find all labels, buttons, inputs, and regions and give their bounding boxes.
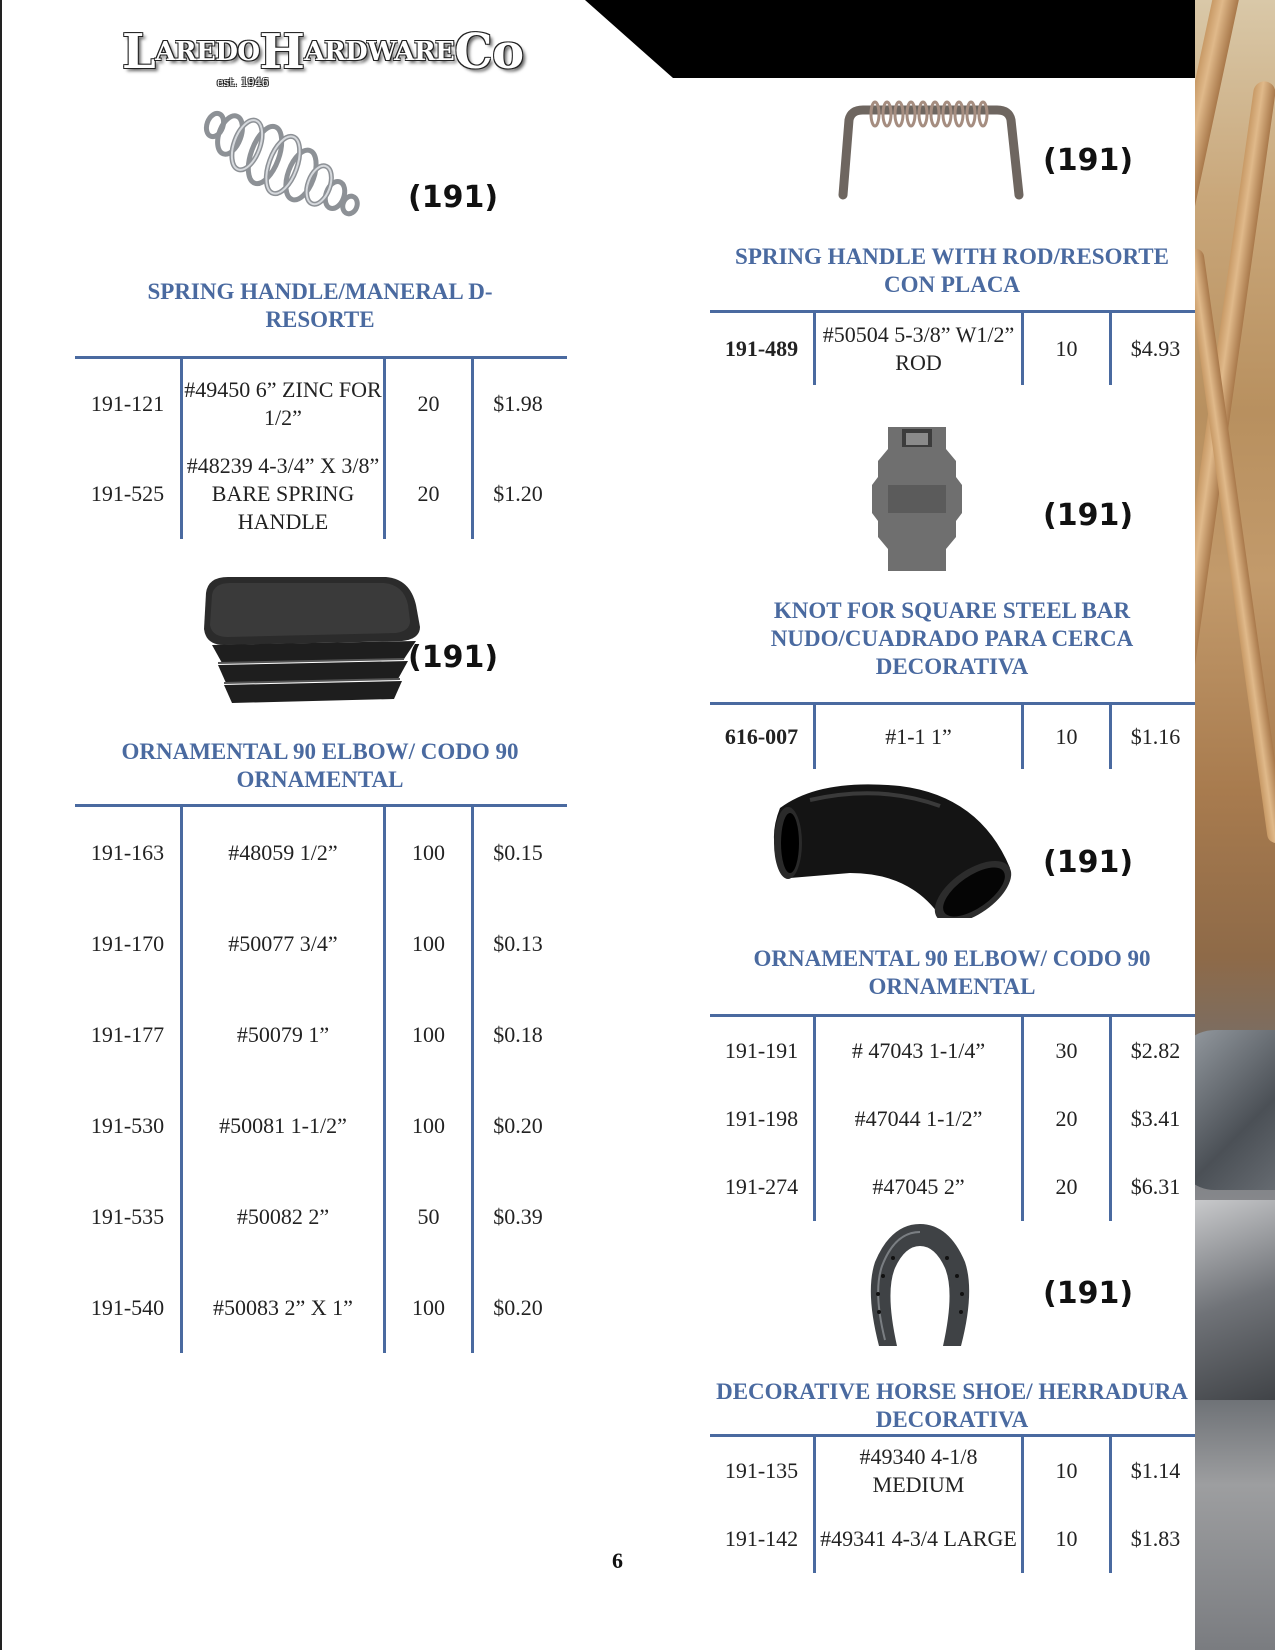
table-row: 191-540 #50083 2” X 1” 100 $0.20 [75,1262,562,1353]
spring-rod-handle-image [835,100,1025,200]
item-code-badge: (191) [1043,845,1134,880]
square-plug-image [198,575,430,715]
section-title-elbow-right: ORNAMENTAL 90 ELBOW/ CODO 90 ORNAMENTAL [753,946,1151,999]
section-title-knot: KNOT FOR SQUARE STEEL BAR NUDO/CUADRADO PARA CERCA DECORATIVA [770,598,1134,679]
item-code-badge: (191) [1043,1276,1134,1311]
item-code-badge: (191) [408,640,499,675]
company-logo: LAREDOHARDWARECo est. 1946 [122,24,524,89]
table-row: 191-142 #49341 4-3/4 LARGE 10 $1.83 [710,1505,1199,1573]
square-knot-image [872,425,962,573]
table-row: 191-525 #48239 4-3/4” X 3/8” BARE SPRING HANDLE 20 $1.20 [75,449,562,539]
table-row: 191-530 #50081 1-1/2” 100 $0.20 [75,1080,562,1171]
item-code-badge: (191) [1043,143,1134,178]
spring-rod-table [710,313,1199,385]
item-code-badge: (191) [408,180,499,215]
table-row: 191-121 #49450 6” ZINC FOR 1/2” 20 $1.98 [75,359,562,449]
table-row: 191-163 #48059 1/2” 100 $0.15 [75,807,562,898]
section-title-horseshoe: DECORATIVE HORSE SHOE/ HERRADURA DECORATIVA [716,1379,1188,1432]
table-row: 191-177 #50079 1” 100 $0.18 [75,989,562,1080]
ornamental-elbow-image [760,778,1020,918]
top-banner [585,0,1195,78]
horseshoe-table [710,1437,1199,1573]
section-title-elbow: ORNAMENTAL 90 ELBOW/ CODO 90 ORNAMENTAL [121,739,519,792]
spring-handle-image [195,105,375,230]
table-row: 191-135 #49340 4-1/8 MEDIUM 10 $1.14 [710,1437,1199,1505]
section-title-spring-rod: SPRING HANDLE WITH ROD/RESORTE CON PLACA [735,244,1169,297]
table-row: 191-191 # 47043 1-1/4” 30 $2.82 [710,1017,1199,1085]
table-row: 191-489 #50504 5-3/8” W1/2” ROD 10 $4.93 [710,313,1199,385]
table-row: 191-274 #47045 2” 20 $6.31 [710,1153,1199,1221]
elbow-table-right [710,1017,1199,1221]
decorative-tools-photo [1195,0,1275,1650]
table-row: 616-007 #1-1 1” 10 $1.16 [710,705,1199,769]
page-left-border [0,0,2,1650]
table-row: 191-535 #50082 2” 50 $0.39 [75,1171,562,1262]
section-title-spring-handle: SPRING HANDLE/MANERAL D-RESORTE [147,279,493,332]
elbow-table-left [75,807,562,1353]
table-row: 191-198 #47044 1-1/2” 20 $3.41 [710,1085,1199,1153]
spring-handle-table [75,359,562,539]
item-code-badge: (191) [1043,498,1134,533]
horseshoe-image [865,1222,975,1352]
table-row: 191-170 #50077 3/4” 100 $0.13 [75,898,562,989]
page-number: 6 [612,1548,623,1573]
knot-table [710,705,1199,769]
